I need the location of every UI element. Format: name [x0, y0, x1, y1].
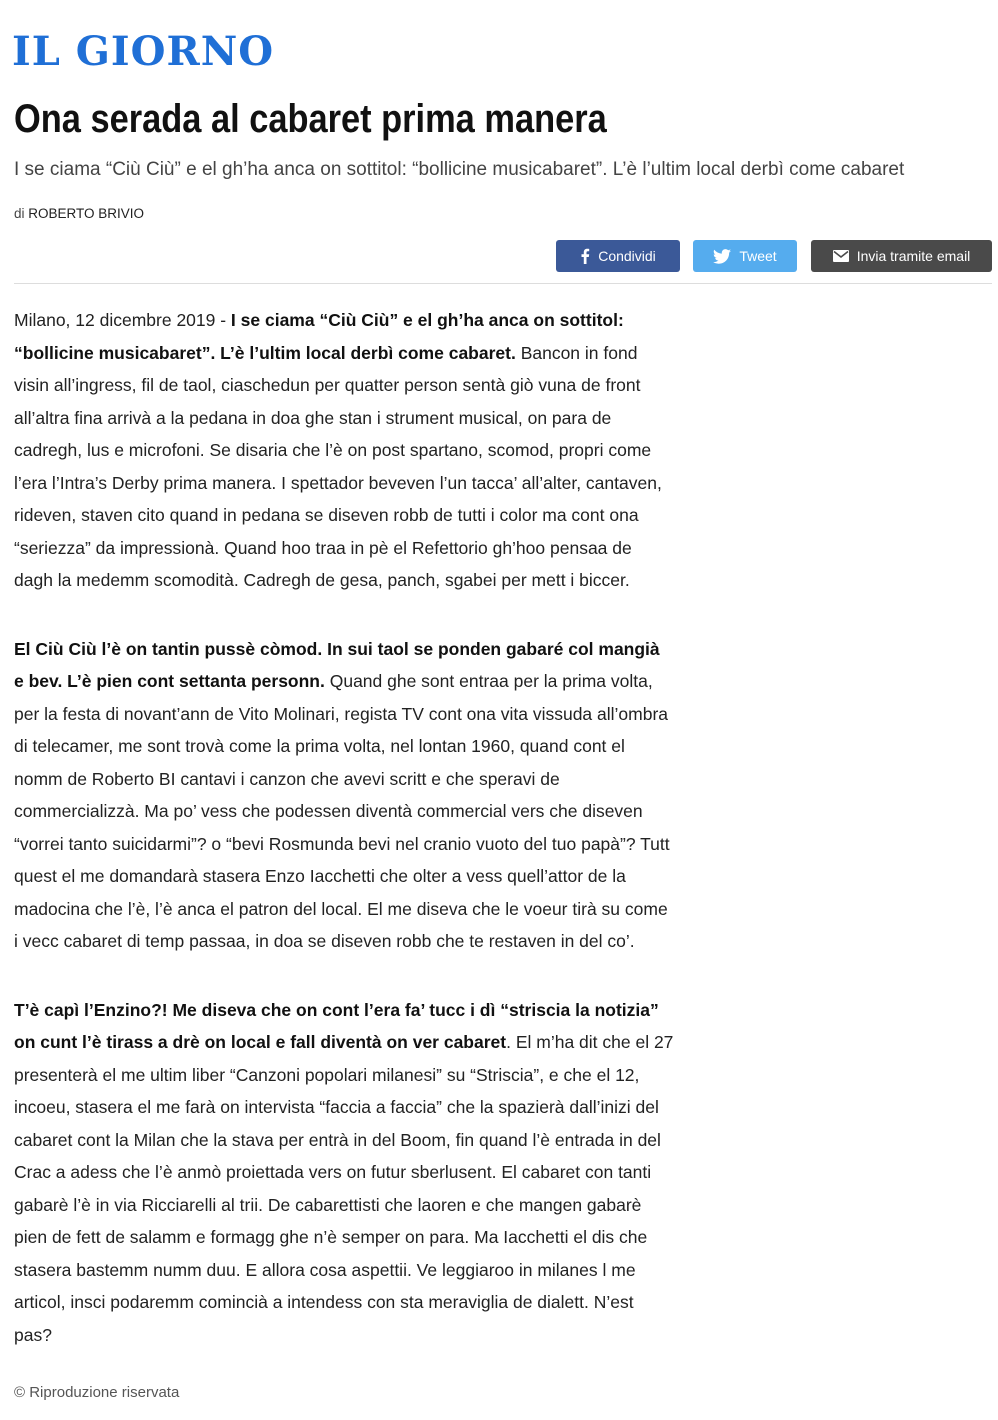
email-share-button[interactable]	[811, 240, 992, 272]
twitter-icon	[713, 249, 731, 264]
article-body	[14, 304, 674, 1351]
paragraph-text: . El m’ha dit che el 27 presenterà el me ultim liber “Canzoni popolari milanesi” su “Striscia”, e che el 12, incoeu, stasera el me farà on intervista “faccia a faccia” che la spazierà dall’inizi del cabaret cont la Milan che la stava per entrà in del Boom, fin quand l’è entrada in del Crac a adess che l’è anmò proiettada vers on futur sberlusent. El cabaret con tanti gabarè l’è in via Ricciarelli al trii. De cabarettisti che laoren e che mangen gabarè pien de fett de salamm e formagg ghe n’è semper on para. Ma Iacchetti el dis che stasera bastemm numm duu. E allora cosa aspettii. Ve leggiaroo in milanes l me articol, insci podaremm comincià a intendess con sta meraviglia de dialett. N’est pas?	[14, 1032, 674, 1345]
article-paragraph	[14, 633, 674, 958]
divider	[14, 283, 992, 284]
paragraph-lead: I se ciama “Ciù Ciù” e el gh’ha anca on sottitol: “bollicine musicabaret”. L’è l’ultim local derbì come cabaret.	[14, 310, 624, 363]
facebook-icon	[580, 248, 590, 264]
paragraph-text: Bancon in fond visin all’ingress, fil de taol, ciaschedun per quatter person sentà giò vuna de front all’altra fina arrivà a la pedana in doa ghe stan i strument musical, on para de cadregh, lus e microfoni. Se disaria che l’è on post spartano, scomod, propri come l’era l’Intra’s Derby prima manera. I spettador beveven l’un tacca’ all’alter, cantaven, rideven, staven cito quand in pedana se diseven robb de tutti i color ma cont ona “seriezza” da impressionà. Quand hoo traa in pè el Refettorio gh’hoo pensaa de dagh la medemm scomodità. Cadregh de gesa, panch, sgabei per mett i biccer.	[14, 342, 662, 590]
byline-prefix: di	[14, 206, 25, 221]
copyright-notice: © Riproduzione riservata	[14, 1384, 180, 1401]
facebook-share-label: Condividi	[598, 248, 656, 264]
site-logo[interactable]: IL GIORNO	[12, 28, 275, 75]
paragraph-lead: T’è capì l’Enzino?! Me diseva che on cont l’era fa’ tucc i dì “striscia la notizia” on cunt l’è tirass a drè on local e fall diventà on ver cabaret	[14, 999, 659, 1052]
article-title: Ona serada al cabaret prima manera	[14, 97, 607, 141]
twitter-share-button[interactable]	[693, 240, 797, 272]
author-name[interactable]: ROBERTO BRIVIO	[28, 206, 145, 221]
envelope-icon	[833, 250, 849, 262]
twitter-share-label: Tweet	[739, 248, 777, 264]
article-subtitle: I se ciama “Ciù Ciù” e el gh’ha anca on sottitol: “bollicine musicabaret”. L’è l’ultim local derbì come cabaret	[14, 159, 905, 180]
article-paragraph	[14, 994, 674, 1352]
paragraph-text: Quand ghe sont entraa per la prima volta, per la festa di novant’ann de Vito Molinari, regista TV cont ona vita vissuda all’ombra di telecamer, me sont trovà come la prima volta, nel lontan 1960, quand cont el nomm de Roberto BI cantavi i canzon che avevi scritt e che speravi de commercializzà. Ma po’ vess che podessen diventà commercial vers che diseven “vorrei tanto suicidarmi”? o “bevi Rosmunda bevi nel cranio vuoto del tuo papà”? Tutt quest el me domandarà stasera Enzo Iacchetti che olter a vess quell’attor de la madocina che l’è, l’è anca el patron del local. El me diseva che le voeur tirà su come i vecc cabaret di temp passaa, in doa se diseven robb che te restaven in del co’.	[14, 671, 670, 951]
byline	[14, 206, 144, 221]
article-paragraph	[14, 304, 674, 597]
email-share-label: Invia tramite email	[856, 248, 971, 264]
facebook-share-button[interactable]	[556, 240, 680, 272]
paragraph-lead: El Ciù Ciù l’è on tantin pussè còmod. In sui taol se ponden gabaré col mangià e bev. L’è pien cont settanta personn.	[14, 638, 660, 691]
dateline: Milano, 12 dicembre 2019 -	[14, 310, 231, 330]
